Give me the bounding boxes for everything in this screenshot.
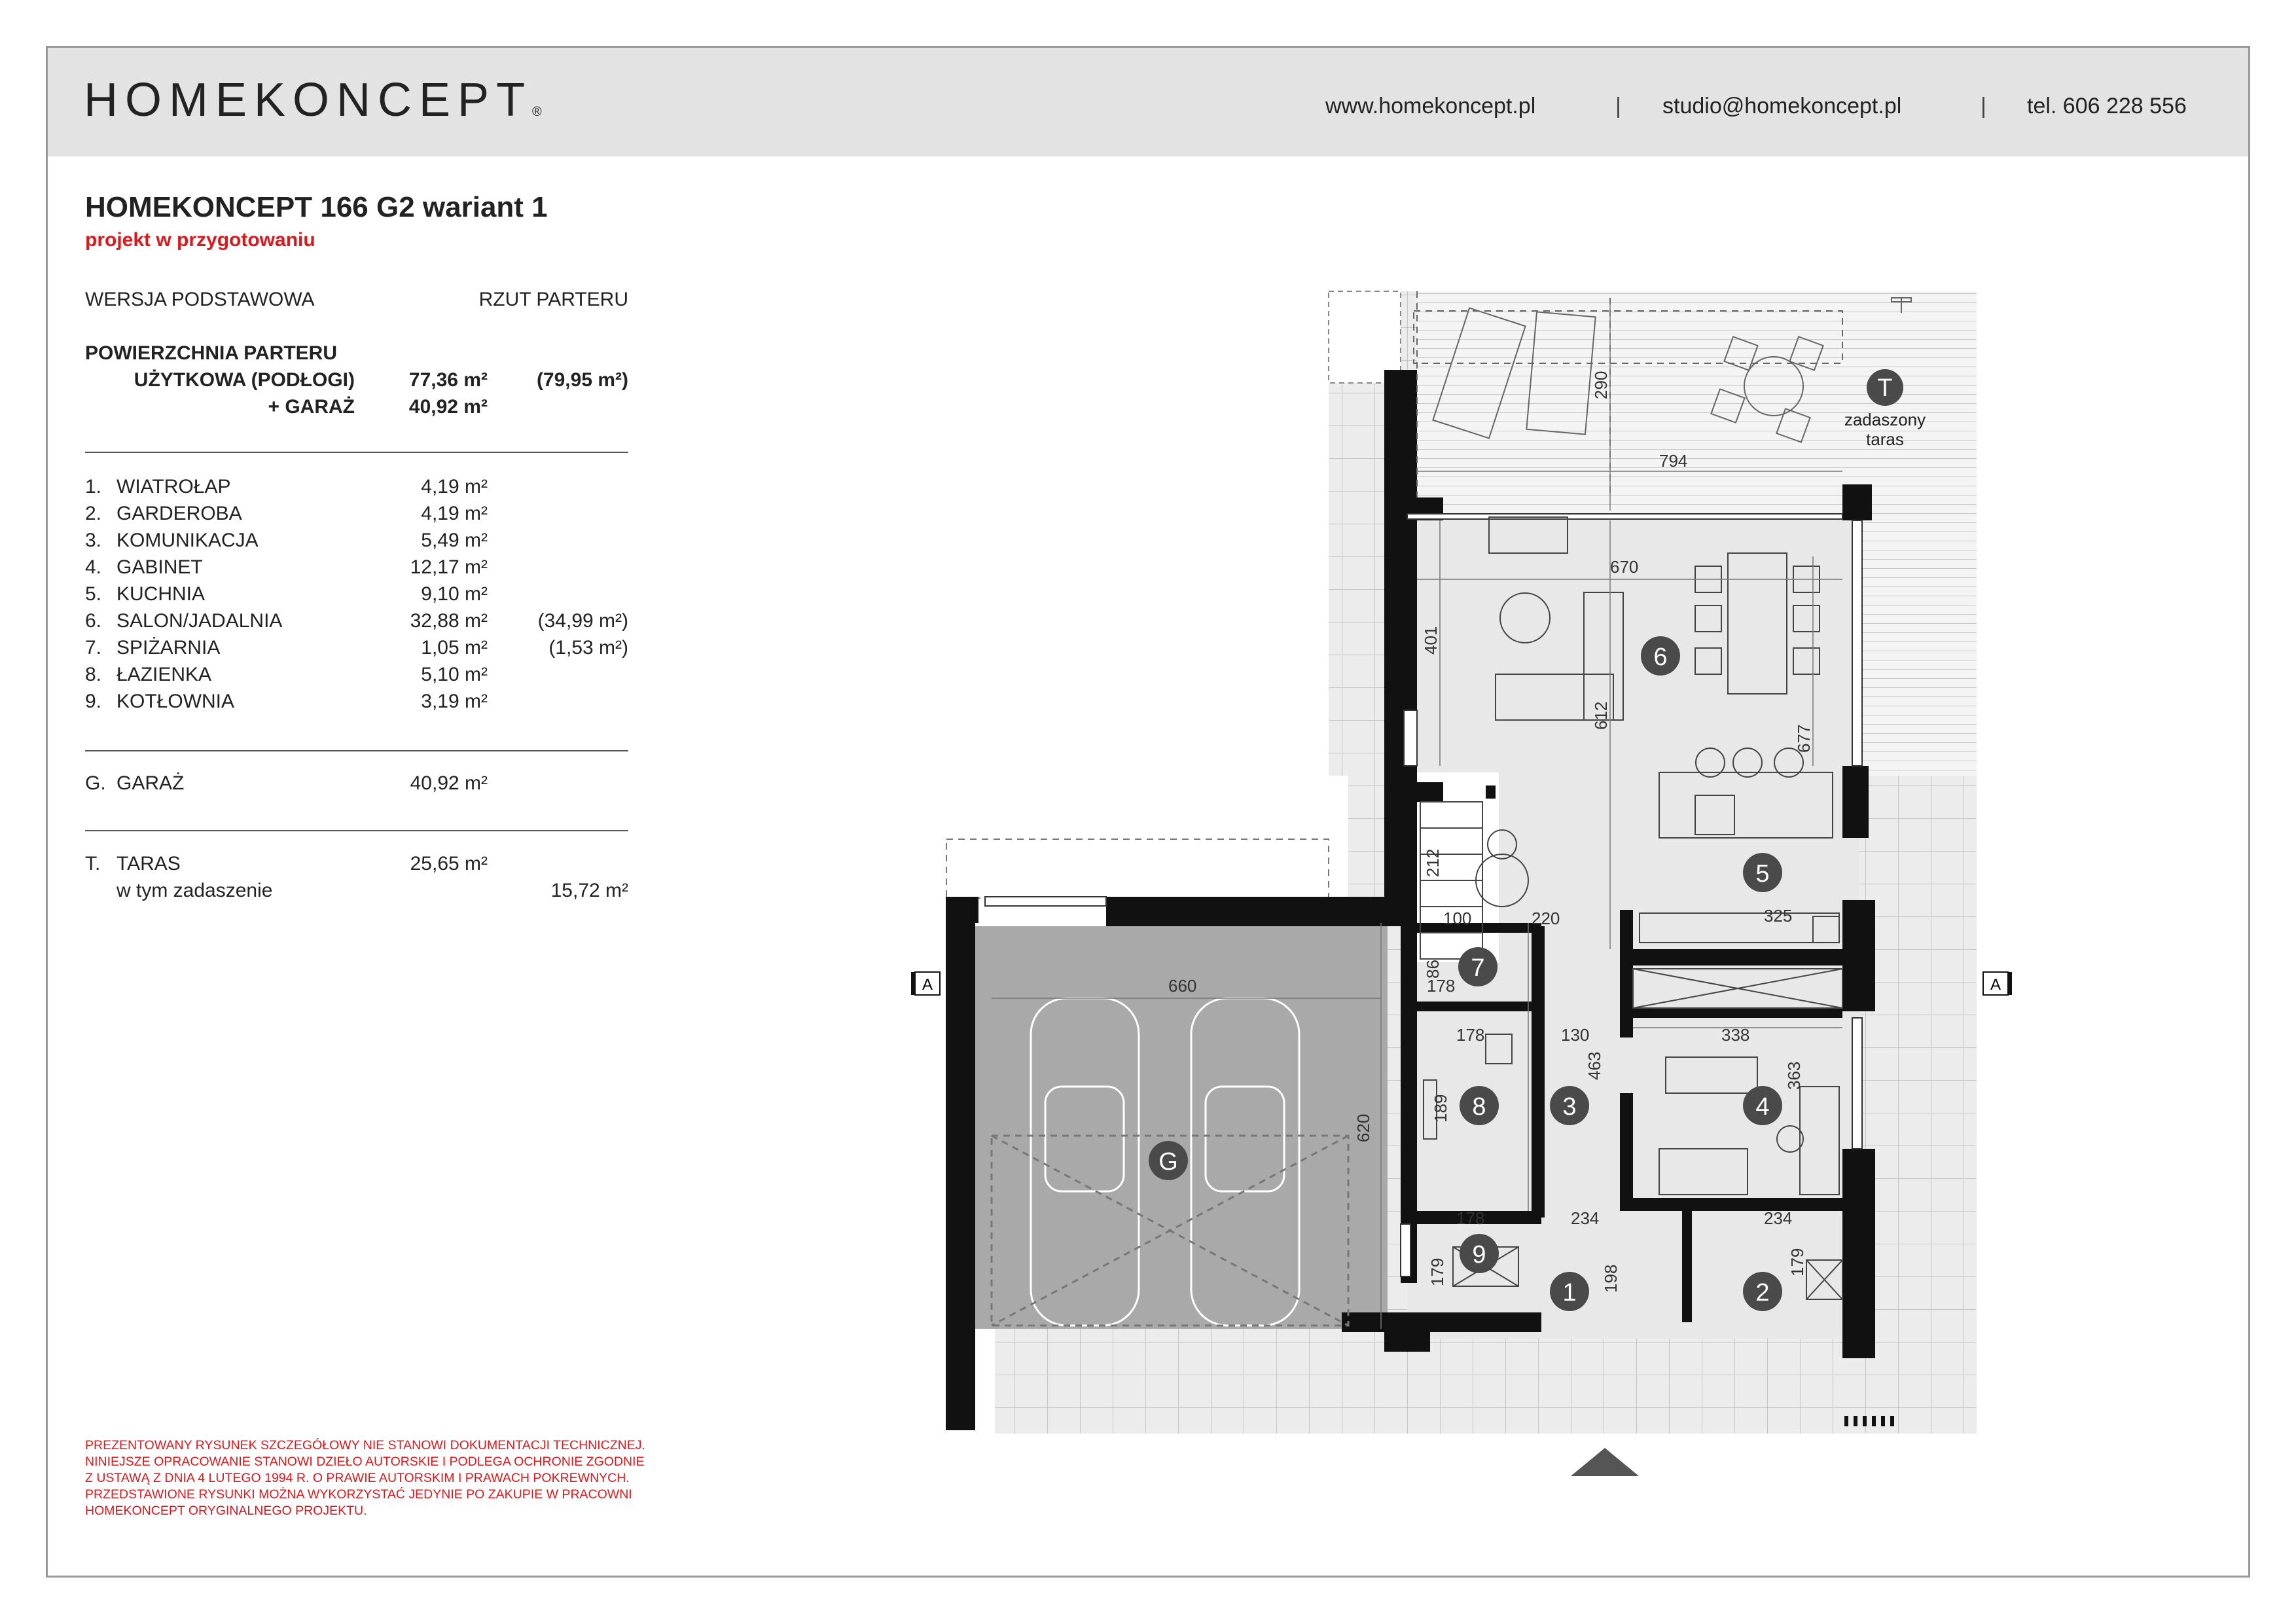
header-separator: | <box>1981 94 1986 118</box>
area-value-alt: (79,95 m²) <box>536 369 628 391</box>
room-marker-2-label: 2 <box>1755 1279 1770 1307</box>
dim-463: 463 <box>1585 1051 1604 1080</box>
dim-100: 100 <box>1443 909 1472 928</box>
room-row-num: 6. <box>85 610 102 632</box>
project-status: projekt w przygotowaniu <box>85 229 315 251</box>
dim-178-c: 178 <box>1456 1208 1485 1228</box>
terrace-step <box>1329 291 1401 383</box>
version-label: WERSJA PODSTAWOWA <box>85 289 315 310</box>
dim-179-a: 179 <box>1427 1257 1447 1286</box>
dim-86: 86 <box>1423 960 1443 979</box>
project-title: HOMEKONCEPT 166 G2 wariant 1 <box>85 191 548 223</box>
room-row-area: 4,19 m² <box>421 503 488 524</box>
header-separator: | <box>1615 94 1621 118</box>
room-row-area: 3,19 m² <box>421 691 488 712</box>
entrance-arrow-icon <box>1571 1448 1639 1476</box>
view-label: RZUT PARTERU <box>478 289 628 310</box>
room-marker-4-label: 4 <box>1755 1093 1770 1121</box>
terrace-row-num: T. <box>85 853 101 875</box>
room-marker-5-label: 5 <box>1755 860 1770 888</box>
paving <box>995 1329 1977 1434</box>
dim-338: 338 <box>1721 1025 1750 1045</box>
copyright-disclaimer: PREZENTOWANY RYSUNEK SZCZEGÓŁOWY NIE STANOWI DOKUMENTACJI TECHNICZNEJ. NINIEJSZE OPRACOWANIE STANOWI DZIEŁO AUTORSKIE I PODLEGA OCHRONIE ZGODNIE Z USTAWĄ Z DNIA 4 LUTEGO 1994 R. O PRAWIE AUTORSKIM I PRAWACH POKREWNYCH. PRZEDSTAWIONE RYSUNKI MOŻNA WYKORZYSTAĆ JEDYNIE PO ZAKUPIE W PRACOWNI HOMEKONCEPT ORYGINALNEGO PROJEKTU. <box>85 1438 645 1518</box>
dim-325: 325 <box>1764 906 1793 926</box>
dim-189: 189 <box>1431 1094 1450 1123</box>
room-row-name: ŁAZIENKA <box>117 664 212 685</box>
dim-179-b: 179 <box>1787 1248 1807 1276</box>
room-marker-8-label: 8 <box>1472 1093 1486 1121</box>
room-row-name: GARDEROBA <box>117 503 242 524</box>
room-row-area: 4,19 m² <box>421 476 488 497</box>
terrace-caption: zadaszony <box>1844 410 1926 429</box>
dim-212: 212 <box>1423 848 1443 877</box>
dim-794: 794 <box>1659 451 1688 471</box>
dim-660: 660 <box>1168 976 1197 996</box>
room-row-area: 32,88 m² <box>410 610 488 632</box>
dim-670: 670 <box>1610 557 1639 577</box>
phone-number: tel. 606 228 556 <box>2027 94 2187 118</box>
section-mark-left: A <box>922 976 933 994</box>
room-row-num: 7. <box>85 637 102 659</box>
room-row-num: 3. <box>85 530 102 551</box>
room-row-area: 5,10 m² <box>421 664 488 685</box>
dim-178-a: 178 <box>1427 976 1456 996</box>
dim-677: 677 <box>1794 724 1814 753</box>
terrace-caption: taras <box>1866 429 1904 449</box>
room-row-name: KOTŁOWNIA <box>117 691 235 712</box>
terrace-roofed-area: 15,72 m² <box>550 880 628 901</box>
room-marker-1-label: 1 <box>1562 1279 1577 1307</box>
garage-value: 40,92 m² <box>408 396 488 418</box>
garage-row-area: 40,92 m² <box>410 772 488 794</box>
room-row-num: 8. <box>85 664 102 685</box>
dim-234-a: 234 <box>1571 1208 1600 1228</box>
canopy-outline <box>946 839 1329 898</box>
terrace-row-name: TARAS <box>117 853 181 875</box>
terrace-roofed-label: w tym zadaszenie <box>117 880 273 901</box>
area-value: 77,36 m² <box>408 369 488 391</box>
room-row-name: WIATROŁAP <box>117 476 231 497</box>
room-row-name: SPIŻARNIA <box>117 637 221 659</box>
dim-401: 401 <box>1421 626 1441 655</box>
room-row-name: KUCHNIA <box>117 583 206 605</box>
dim-612: 612 <box>1591 701 1611 730</box>
room-row-area: 12,17 m² <box>410 556 488 578</box>
garage-heading: + GARAŻ <box>268 396 355 418</box>
brand-name: HOMEKONCEPT <box>84 74 533 126</box>
room-row-area: 9,10 m² <box>421 583 488 605</box>
dim-220: 220 <box>1532 909 1560 928</box>
dim-178-b: 178 <box>1456 1025 1485 1045</box>
room-row-name: SALON/JADALNIA <box>117 610 283 632</box>
room-row-area: 5,49 m² <box>421 530 488 551</box>
room-row-area: 1,05 m² <box>421 637 488 659</box>
dim-130: 130 <box>1561 1025 1590 1045</box>
area-heading: POWIERZCHNIA PARTERU <box>85 342 337 364</box>
room-row-num: 1. <box>85 476 102 497</box>
email-link[interactable]: studio@homekoncept.pl <box>1662 94 1902 118</box>
terrace-row-area: 25,65 m² <box>410 853 488 875</box>
room-marker-7-label: 7 <box>1471 954 1485 982</box>
room-row-num: 4. <box>85 556 102 578</box>
dim-290: 290 <box>1591 370 1611 399</box>
room-row-name: KOMUNIKACJA <box>117 530 259 551</box>
garage-row-name: GARAŻ <box>117 772 185 794</box>
room-marker-3-label: 3 <box>1562 1093 1577 1121</box>
area-heading-2: UŻYTKOWA (PODŁOGI) <box>134 369 355 391</box>
brand-registered-mark: ® <box>532 105 542 119</box>
room-row-num: 5. <box>85 583 102 605</box>
garage-row-num: G. <box>85 772 106 794</box>
room-row-num: 9. <box>85 691 102 712</box>
website-link[interactable]: www.homekoncept.pl <box>1325 94 1536 118</box>
room-marker-9-label: 9 <box>1472 1241 1486 1269</box>
dim-234-b: 234 <box>1764 1208 1793 1228</box>
room-marker-6-label: 6 <box>1653 643 1668 671</box>
dim-198: 198 <box>1601 1264 1621 1293</box>
room-row-area-alt: (1,53 m²) <box>548 637 628 659</box>
dim-363: 363 <box>1784 1061 1804 1090</box>
section-mark-right: A <box>1990 976 2001 994</box>
room-row-num: 2. <box>85 503 102 524</box>
room-marker-t-label: T <box>1877 374 1893 402</box>
room-marker-g-label: G <box>1158 1148 1178 1176</box>
dim-620: 620 <box>1354 1113 1373 1142</box>
room-row-area-alt: (34,99 m²) <box>537 610 628 632</box>
room-row-name: GABINET <box>117 556 203 578</box>
